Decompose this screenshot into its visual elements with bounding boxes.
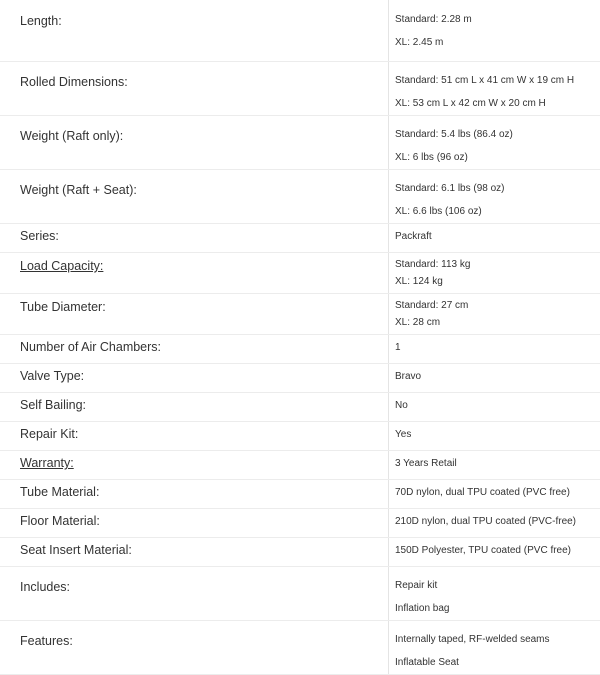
spec-row-self-bailing bbox=[0, 393, 600, 422]
spec-value: XL: 124 kg bbox=[395, 276, 443, 287]
spec-row-tube-diameter bbox=[0, 294, 600, 335]
spec-value: Inflatable Seat bbox=[395, 657, 459, 668]
spec-label: Length: bbox=[20, 14, 62, 28]
spec-row-load-capacity bbox=[0, 253, 600, 294]
spec-row-air-chambers bbox=[0, 335, 600, 364]
spec-value: Internally taped, RF-welded seams bbox=[395, 634, 550, 645]
spec-value: 210D nylon, dual TPU coated (PVC-free) bbox=[395, 516, 577, 527]
warranty-link[interactable]: Warranty: bbox=[20, 456, 74, 470]
spec-label: Number of Air Chambers: bbox=[20, 340, 162, 354]
spec-value: Standard: 5.4 lbs (86.4 oz) bbox=[395, 129, 513, 140]
spec-row-weight-raft-only bbox=[0, 116, 600, 170]
spec-row-rolled-dimensions bbox=[0, 62, 600, 116]
spec-row-repair-kit bbox=[0, 422, 600, 451]
spec-label: Weight (Raft only): bbox=[20, 129, 124, 143]
spec-label: Seat Insert Material: bbox=[20, 543, 132, 557]
spec-value: 1 bbox=[395, 342, 401, 353]
spec-label: Floor Material: bbox=[20, 514, 100, 528]
spec-value: Yes bbox=[395, 429, 412, 440]
spec-row-series bbox=[0, 224, 600, 253]
spec-label: Includes: bbox=[20, 580, 71, 594]
spec-label: Series: bbox=[20, 229, 59, 243]
spec-value: No bbox=[395, 400, 408, 411]
spec-value: XL: 6 lbs (96 oz) bbox=[395, 152, 468, 163]
spec-value: Bravo bbox=[395, 371, 422, 382]
spec-value: 3 Years Retail bbox=[395, 458, 457, 469]
spec-row-warranty bbox=[0, 451, 600, 480]
spec-value: Standard: 2.28 m bbox=[395, 14, 472, 25]
spec-label: Rolled Dimensions: bbox=[20, 75, 128, 89]
spec-label: Tube Material: bbox=[20, 485, 100, 499]
spec-value: Standard: 51 cm L x 41 cm W x 19 cm H bbox=[395, 75, 575, 86]
spec-value: 70D nylon, dual TPU coated (PVC free) bbox=[395, 487, 570, 498]
spec-value: Standard: 27 cm bbox=[395, 300, 469, 311]
spec-row-floor-material bbox=[0, 509, 600, 538]
spec-value: Repair kit bbox=[395, 580, 438, 591]
spec-value: 150D Polyester, TPU coated (PVC free) bbox=[395, 545, 572, 556]
load-capacity-link[interactable]: Load Capacity: bbox=[20, 259, 104, 273]
spec-value: Standard: 6.1 lbs (98 oz) bbox=[395, 183, 505, 194]
spec-label: Features: bbox=[20, 634, 73, 648]
spec-row-includes bbox=[0, 567, 600, 621]
spec-label: Valve Type: bbox=[20, 369, 85, 383]
spec-label: Self Bailing: bbox=[20, 398, 87, 412]
spec-label: Tube Diameter: bbox=[20, 300, 106, 314]
spec-value: Inflation bag bbox=[395, 603, 450, 614]
spec-row-length bbox=[0, 0, 600, 62]
spec-value: Packraft bbox=[395, 231, 432, 242]
spec-label: Repair Kit: bbox=[20, 427, 79, 441]
spec-row-seat-insert-material bbox=[0, 538, 600, 567]
spec-row-tube-material bbox=[0, 480, 600, 509]
spec-label: Weight (Raft + Seat): bbox=[20, 183, 137, 197]
spec-value: XL: 28 cm bbox=[395, 317, 441, 328]
spec-value: XL: 6.6 lbs (106 oz) bbox=[395, 206, 482, 217]
spec-row-weight-raft-seat bbox=[0, 170, 600, 224]
spec-value: XL: 2.45 m bbox=[395, 37, 444, 48]
spec-value: Standard: 113 kg bbox=[395, 259, 471, 270]
spec-row-features bbox=[0, 621, 600, 675]
spec-value: XL: 53 cm L x 42 cm W x 20 cm H bbox=[395, 98, 546, 109]
spec-row-valve-type bbox=[0, 364, 600, 393]
